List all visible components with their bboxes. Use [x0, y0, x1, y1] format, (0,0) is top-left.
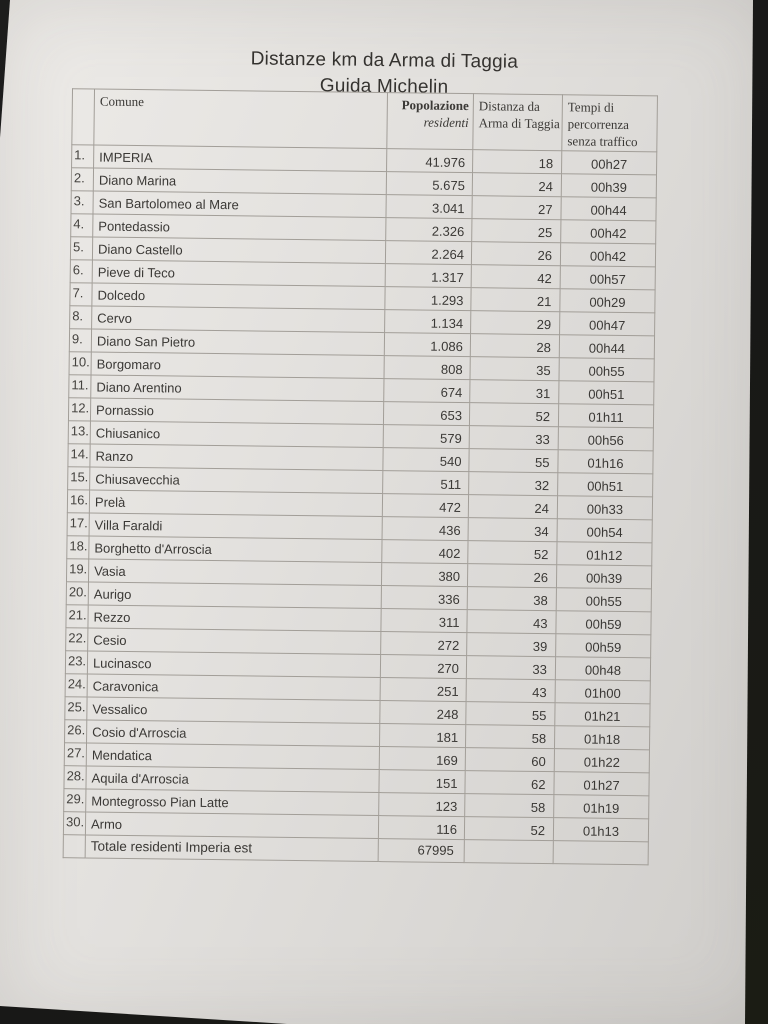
- popolazione-cell: 808: [384, 355, 470, 379]
- comune-cell: Rezzo: [88, 605, 381, 632]
- comune-cell: Cesio: [88, 628, 381, 655]
- distanza-cell: 60: [465, 747, 554, 771]
- row-number: 5.: [70, 236, 92, 259]
- row-number: 11.: [69, 374, 91, 397]
- total-rownum-empty: [63, 834, 85, 857]
- header-comune: Comune: [94, 89, 388, 148]
- distanza-cell: 55: [469, 448, 558, 472]
- comune-cell: Dolcedo: [92, 283, 385, 310]
- distanza-cell: 52: [468, 540, 557, 564]
- tempi-cell: 01h19: [554, 794, 649, 818]
- distanza-cell: 33: [469, 425, 558, 449]
- comune-cell: Aquila d'Arroscia: [86, 766, 379, 793]
- row-number: 8.: [70, 305, 92, 328]
- tempi-cell: 00h59: [556, 633, 651, 657]
- distanza-cell: 18: [473, 149, 562, 173]
- tempi-cell: 01h11: [558, 403, 653, 427]
- tempi-cell: 00h42: [561, 219, 656, 243]
- header-popolazione-main: Popolazione: [401, 97, 469, 114]
- tempi-cell: 01h22: [554, 748, 649, 772]
- tempi-cell: 01h13: [553, 817, 648, 841]
- popolazione-cell: 2.326: [386, 217, 472, 241]
- row-number: 30.: [63, 811, 85, 834]
- popolazione-cell: 3.041: [386, 194, 472, 218]
- tempi-cell: 01h27: [554, 771, 649, 795]
- popolazione-cell: 2.264: [385, 240, 471, 264]
- comune-cell: Borghetto d'Arroscia: [89, 536, 382, 563]
- tempi-cell: 00h47: [560, 311, 655, 335]
- tempi-cell: 01h21: [555, 702, 650, 726]
- popolazione-cell: 181: [380, 723, 466, 747]
- comune-cell: Armo: [85, 812, 378, 839]
- popolazione-cell: 1.293: [385, 286, 471, 310]
- popolazione-cell: 336: [381, 585, 467, 609]
- tempi-cell: 00h55: [559, 357, 654, 381]
- popolazione-cell: 5.675: [386, 171, 472, 195]
- tempi-cell: 00h39: [556, 564, 651, 588]
- header-tempi: Tempi di percorrenza senza traffico: [562, 95, 658, 152]
- tempi-cell: 00h51: [558, 472, 653, 496]
- row-number: 10.: [69, 351, 91, 374]
- table-header: [72, 89, 658, 152]
- tempi-cell: 00h33: [557, 495, 652, 519]
- tempi-cell: 00h42: [560, 242, 655, 266]
- row-number: 1.: [72, 144, 94, 167]
- comune-cell: Diano San Pietro: [91, 329, 384, 356]
- tempi-cell: 00h29: [560, 288, 655, 312]
- popolazione-cell: 1.086: [384, 332, 470, 356]
- tempi-cell: 00h44: [561, 196, 656, 220]
- row-number: 28.: [64, 765, 86, 788]
- popolazione-cell: 511: [383, 470, 469, 494]
- comune-cell: Chiusavecchia: [90, 467, 383, 494]
- tempi-cell: 00h56: [558, 426, 653, 450]
- distanza-cell: 58: [465, 793, 554, 817]
- total-value: 67995: [378, 838, 464, 862]
- tempi-cell: 00h44: [559, 334, 654, 358]
- comune-cell: Villa Faraldi: [89, 513, 382, 540]
- comune-cell: Diano Arentino: [91, 375, 384, 402]
- row-number: 23.: [65, 650, 87, 673]
- distanza-cell: 26: [467, 563, 556, 587]
- popolazione-cell: 151: [379, 769, 465, 793]
- document-subtitle: Guida Michelin: [319, 75, 449, 98]
- tempi-cell: 00h54: [557, 518, 652, 542]
- row-number: 21.: [66, 604, 88, 627]
- tempi-cell: 00h48: [555, 656, 650, 680]
- total-label: Totale residenti Imperia est: [85, 835, 378, 862]
- row-number: 20.: [66, 581, 88, 604]
- distanza-cell: 25: [472, 218, 561, 242]
- comune-cell: IMPERIA: [94, 145, 387, 172]
- comune-cell: Cervo: [92, 306, 385, 333]
- comune-cell: Pontedassio: [93, 214, 386, 241]
- distanza-cell: 52: [464, 816, 553, 840]
- row-number: 7.: [70, 282, 92, 305]
- row-number: 25.: [65, 696, 87, 719]
- distanza-cell: 32: [469, 471, 558, 495]
- row-number: 27.: [64, 742, 86, 765]
- tempi-cell: 00h27: [562, 150, 657, 174]
- tempi-cell: 01h18: [554, 725, 649, 749]
- row-number: 22.: [66, 627, 88, 650]
- popolazione-cell: 311: [381, 608, 467, 632]
- distanza-cell: 34: [468, 517, 557, 541]
- row-number: 13.: [68, 420, 90, 443]
- comune-cell: Cosio d'Arroscia: [87, 720, 380, 747]
- row-number: 14.: [68, 443, 90, 466]
- row-number: 2.: [71, 167, 93, 190]
- distanza-cell: 21: [471, 287, 560, 311]
- header-popolazione: [387, 93, 474, 150]
- tempi-cell: 00h57: [560, 265, 655, 289]
- distanza-cell: 39: [467, 632, 556, 656]
- distanza-cell: 26: [471, 241, 560, 265]
- table-body: [63, 144, 656, 841]
- row-number: 4.: [71, 213, 93, 236]
- popolazione-cell: 248: [380, 700, 466, 724]
- total-distanza-empty: [464, 839, 553, 863]
- comune-cell: Vasia: [88, 559, 381, 586]
- header-popolazione-sub: residenti: [423, 114, 469, 130]
- comune-cell: San Bartolomeo al Mare: [93, 191, 386, 218]
- comune-cell: Pornassio: [90, 398, 383, 425]
- comune-cell: Diano Castello: [92, 237, 385, 264]
- row-number: 12.: [68, 397, 90, 420]
- distanza-cell: 29: [471, 310, 560, 334]
- row-number: 9.: [69, 328, 91, 351]
- row-number: 15.: [68, 466, 90, 489]
- distanza-cell: 55: [466, 701, 555, 725]
- comune-cell: Vessalico: [87, 697, 380, 724]
- popolazione-cell: 169: [379, 746, 465, 770]
- comune-cell: Mendatica: [86, 743, 379, 770]
- distanza-cell: 38: [467, 586, 556, 610]
- row-number: 3.: [71, 190, 93, 213]
- row-number: 6.: [70, 259, 92, 282]
- popolazione-cell: 579: [383, 424, 469, 448]
- tempi-cell: 01h16: [558, 449, 653, 473]
- comune-cell: Caravonica: [87, 674, 380, 701]
- distanza-cell: 35: [470, 356, 559, 380]
- comune-cell: Chiusanico: [90, 421, 383, 448]
- comune-cell: Prelà: [89, 490, 382, 517]
- row-number: 19.: [66, 558, 88, 581]
- header-row: [72, 89, 658, 152]
- row-number: 26.: [65, 719, 87, 742]
- popolazione-cell: 472: [382, 493, 468, 517]
- popolazione-cell: 436: [382, 516, 468, 540]
- distanza-cell: 33: [466, 655, 555, 679]
- distances-table: [63, 88, 658, 865]
- popolazione-cell: 402: [382, 539, 468, 563]
- header-rownum: [72, 89, 95, 145]
- distanza-cell: 58: [466, 724, 555, 748]
- comune-cell: Montegrosso Pian Latte: [86, 789, 379, 816]
- comune-cell: Aurigo: [88, 582, 381, 609]
- comune-cell: Borgomaro: [91, 352, 384, 379]
- popolazione-cell: 116: [378, 815, 464, 839]
- document-title: Distanze km da Arma di Taggia: [250, 48, 519, 73]
- tempi-cell: 00h51: [559, 380, 654, 404]
- tempi-cell: 00h55: [556, 587, 651, 611]
- distanza-cell: 42: [471, 264, 560, 288]
- popolazione-cell: 653: [383, 401, 469, 425]
- distanza-cell: 62: [465, 770, 554, 794]
- tempi-cell: 00h59: [556, 610, 651, 634]
- row-number: 24.: [65, 673, 87, 696]
- row-number: 17.: [67, 512, 89, 535]
- popolazione-cell: 540: [383, 447, 469, 471]
- distanza-cell: 27: [472, 195, 561, 219]
- comune-cell: Pieve di Teco: [92, 260, 385, 287]
- popolazione-cell: 674: [384, 378, 470, 402]
- distanza-cell: 52: [469, 402, 558, 426]
- comune-cell: Diano Marina: [93, 168, 386, 195]
- popolazione-cell: 123: [379, 792, 465, 816]
- distanza-cell: 24: [472, 172, 561, 196]
- tempi-cell: 00h39: [561, 173, 656, 197]
- popolazione-cell: 251: [380, 677, 466, 701]
- distanza-cell: 28: [470, 333, 559, 357]
- tempi-cell: 01h00: [555, 679, 650, 703]
- popolazione-cell: 41.976: [387, 148, 473, 172]
- row-number: 18.: [67, 535, 89, 558]
- popolazione-cell: 1.317: [385, 263, 471, 287]
- popolazione-cell: 380: [381, 562, 467, 586]
- popolazione-cell: 1.134: [385, 309, 471, 333]
- total-tempi-empty: [553, 840, 648, 864]
- distanza-cell: 43: [467, 609, 556, 633]
- comune-cell: Lucinasco: [87, 651, 380, 678]
- distanza-cell: 31: [470, 379, 559, 403]
- popolazione-cell: 272: [381, 631, 467, 655]
- popolazione-cell: 270: [380, 654, 466, 678]
- row-number: 16.: [67, 489, 89, 512]
- header-distanza: Distanza da Arma di Taggia: [473, 94, 563, 151]
- tempi-cell: 01h12: [557, 541, 652, 565]
- distanza-cell: 24: [468, 494, 557, 518]
- row-number: 29.: [64, 788, 86, 811]
- comune-cell: Ranzo: [90, 444, 383, 471]
- distanza-cell: 43: [466, 678, 555, 702]
